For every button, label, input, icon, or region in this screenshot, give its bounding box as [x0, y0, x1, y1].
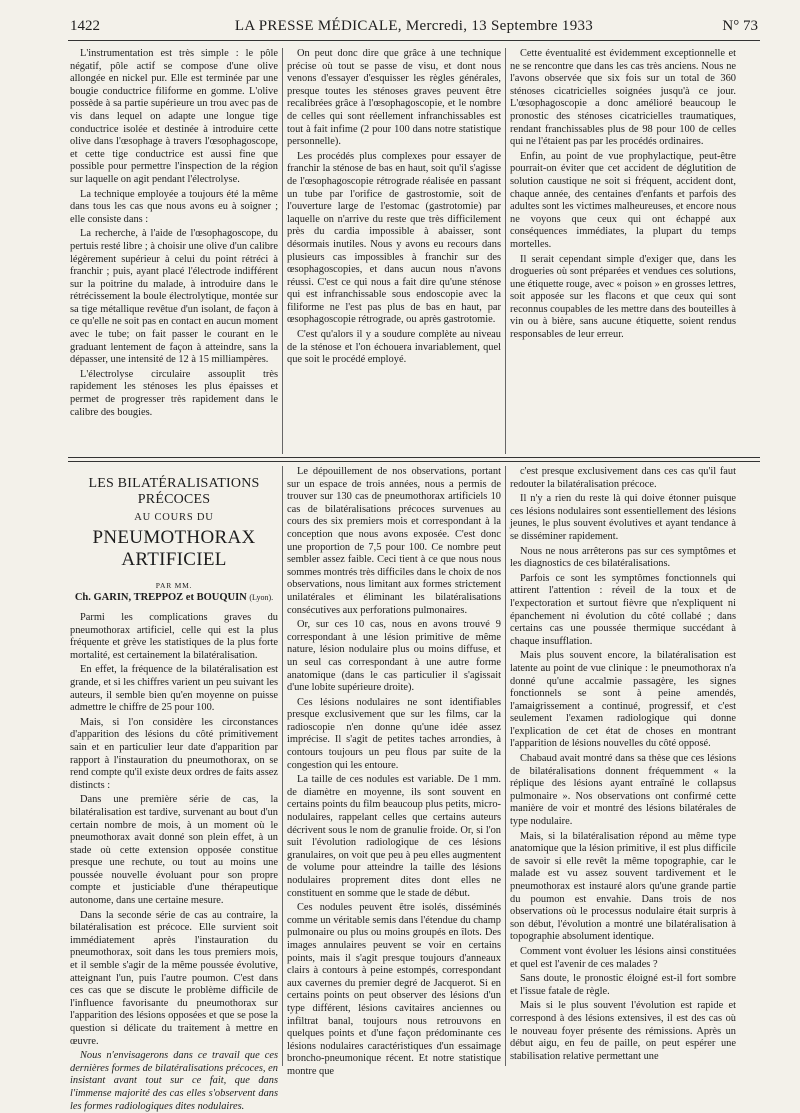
byline-prefix: PAR MM.: [155, 581, 193, 590]
paragraph: Enfin, au point de vue prophylactique, peut-être pourrait-on éviter que cet accident de déglutition de solution caustique ne soit si fréquent, accident dont, chaque année, des centaines d'enfants et parfois des adultes sont les victimes malheureuses, et encore nous ne voyons que ceux qui ont échappé aux conséquences immédiates, la plupart du temps mortelles.: [510, 150, 736, 250]
author-names: Ch. GARIN, TREPPOZ et BOUQUIN: [74, 592, 247, 603]
issue-number: N° 73: [722, 18, 758, 34]
page-header: [70, 14, 758, 38]
author-city: (Lyon).: [249, 593, 274, 602]
article-title: LES BILATÉRALISATIONS PRÉCOCES: [88, 476, 260, 507]
paragraph: Mais plus souvent encore, la bilatéralisation est latente au point de vue clinique : le pneumothorax n'a donné qu'une accalmie passagère, les signes fonctionnels se sont à peine amendés, l'amaigrissement a continué, progressif, et c'est seulement l'examen radiologique qui donne l'explication de cet état de choses en montrant l'apparition de lésions nouvelles du côté opposé.: [510, 650, 736, 750]
paragraph: Ces lésions nodulaires ne sont identifiables presque exclusivement que sur les films, car la radioscopie n'en donne qu'une idée assez imprécise. Il s'agit de petites taches arrondies, à contours toujours un peu flous par suite de la congestion qui les entoure.: [287, 696, 501, 771]
paragraph: Cette éventualité est évidemment exceptionnelle et ne se rencontre que dans les cas très anciens. Nous ne l'avons observée que six fois sur un total de 360 sténoses cicatricielles soignées jusqu'à ce jour. L'œsophagoscopie a donc amélioré beaucoup le pronostic des sténoses cicatricielles traumatiques, rendant franchissables plus de 98 pour 100 de celles qui ne l'étaient pas par les procédés ordinaires.: [510, 48, 736, 148]
paragraph: Ces nodules peuvent être isolés, disséminés comme un véritable semis dans l'étendue du champ pulmonaire ou plus ou moins groupés en îlots. Des images annulaires peuvent se voir en certains points, mais il s'agit presque toujours d'anneaux clairs à contours à peine estompés, correspondant aux cavernes du premier degré de Jacquerot. Si en certains points on peut observer des lésions d'un type différent, lésions cavitaires anciennes ou infiltrat banal, toujours nous retrouvons en quelques points et d'une façon prédominante ces lésions nodulaires caractéristiques d'un essaimage broncho-pneumonique récent. Et notre statistique montre que: [287, 902, 501, 1077]
top-column-3: [510, 48, 736, 456]
paragraph: Il serait cependant simple d'exiger que, dans les drogueries où sont préparées et vendues ces solutions, une étiquette rouge, avec « poison » en grosses lettres, soit apposée sur les flacons et que ceux qui sont reconnus coupables de les mettre dans des bouteilles à vin ou à bière, sans aucune étiquette, soient rendus responsables de leur erreur.: [510, 253, 736, 341]
article-column-3: [510, 466, 736, 1066]
paragraph: La taille de ces nodules est variable. De 1 mm. de diamètre en moyenne, ils sont souvent en certains points du film beaucoup plus petits, micro-nodulaires, rappelant celles que certains auteurs décrivent sous le nom de granulie froide. Or, si l'on suit l'évolution radiologique de ces lésions granulaires, on voit que peu à peu elles augmentent de volume pour atteindre la taille des lésions nodulaires proprement dites dont elles ne constituent en somme que le stade de début.: [287, 774, 501, 899]
paragraph: La recherche, à l'aide de l'œsophagoscope, du pertuis resté libre ; à choisir une olive d'un calibre légèrement supérieur à celui du point rétréci à franchir ; puis, ayant placé l'électrode indifférent sur la poitrine du malade, à introduire dans le rétrécissement la boule électrolytique, montée sur sa tige métallique revêtue d'un isolant, de façon à ce qu'elle ne soit pas en contact en aucun moment avec le tube; on fait passer le courant en le graduant lentement de façon à atteindre, sans la dépasser, une intensité de 12 à 15 milliampères.: [70, 228, 278, 366]
column-divider: [505, 48, 506, 454]
paragraph: La technique employée a toujours été la même dans tous les cas que nous avons eu à soigner ; elle consiste dans :: [70, 188, 278, 225]
paragraph: Parmi les complications graves du pneumothorax artificiel, celle qui est la plus fréquente et grève les statistiques de la plus forte mortalité, est certainement la bilatéralisation.: [70, 612, 278, 661]
article-title-main: PNEUMOTHORAX ARTIFICIEL: [92, 527, 256, 570]
paragraph: Mais si le plus souvent l'évolution est rapide et correspond à des lésions extensives, il est des cas où le nouveau foyer présente des rémissions. Après un début aigu, en feu de paille, on peut espérer une stabilisation relative permettant une: [510, 1000, 736, 1062]
paragraph: Nous n'envisagerons dans ce travail que ces dernières formes de bilatéralisations précoces, en insistant avant tout sur ce fait, que dans l'immense majorité des cas elles s'observent dans les formes radiologiques dites nodulaires.: [70, 1050, 278, 1112]
paragraph: Chabaud avait montré dans sa thèse que ces lésions de bilatéralisations donnent fréquemment « la réplique des lésions ayant entraîné le collapsus pulmonaire ». Nos observations ont confirmé cette manière de voir et montré des lésions bilatérales de type nodulaire.: [510, 753, 736, 828]
article-title-connector: AU COURS DU: [134, 512, 214, 523]
paragraph: Le dépouillement de nos observations, portant sur un espace de trois années, nous a permis de trouver sur 130 cas de pneumothorax artificiels 10 cas de bilatéralisations précoces survenues au cours des six premiers mois et correspondant à la conception que nous avons exposée. C'est donc une proportion de 7,5 pour 100. Ce nombre peut sembler assez faible. Ceci tient à ce que nous nous sommes montrés très difficiles dans le choix de nos observations, nous limitant aux formes strictement unilatérales et éliminant les bilatéralisations consécutives aux perforations pulmonaires.: [287, 466, 501, 616]
section-rule: [68, 461, 760, 462]
page-number: 1422: [70, 18, 100, 34]
paragraph: Mais, si la bilatéralisation répond au même type anatomique que la lésion primitive, il est plus difficile de savoir si elle revêt la même topographie, car le malade est vu assez souvent tardivement et le pneumothorax est instauré alors qu'une grande partie du poumon est envahie. Dans trois de nos observations où le processus nodulaire était surpris à son début, l'évolution a montré une bilatéralisation à topographie absolument identique.: [510, 830, 736, 943]
paragraph: Nous ne nous arrêterons pas sur ces symptômes et les diagnostics de ces bilatéralisations.: [510, 545, 736, 570]
paragraph: Les procédés plus complexes pour essayer de franchir la sténose de bas en haut, soit qu'il s'agisse de l'œsophagoscopie rétrograde réalisée en passant un tube par l'orifice de gastrostomie, soit de l'ouverture large de l'estomac (gastrotomie) par laquelle on n'arrive du reste que très difficilement près du cardia impossible à abaisser, sont désormais inutiles. Nous y avons eu recours dans plusieurs cas impossibles à franchir sur des œsophagoscopies, et dans aucun nous n'avons réussi. C'est ce qui nous a fait dire qu'une sténose qui est infranchissable sous endoscopie avec la filiforme ne l'est pas plus de bas en haut, par œsophagoscopie rétrograde, ou après gastrotomie.: [287, 150, 501, 326]
journal-masthead: LA PRESSE MÉDICALE, Mercredi, 13 Septembre 1933: [234, 18, 594, 34]
paragraph: On peut donc dire que grâce à une technique précise où tout se passe de visu, et dont nous venons d'essayer d'esquisser les règles générales, presque toutes les sténoses graves peuvent être recalibrées grâce à l'œsophagoscopie, et le nombre de celles qui sont réellement infranchissables est tout à fait infime (2 pour 100 dans notre statistique personnelle).: [287, 48, 501, 148]
header-rule: [68, 40, 760, 41]
top-column-1: [70, 48, 278, 456]
paragraph: L'instrumentation est très simple : le pôle négatif, pôle actif se compose d'une olive allongée en nickel pur. Elle est terminée par une bougie conductrice filiforme en gomme. L'olive possède à sa partie supérieure un trou avec pas de vis dans lequel on adapte une longue tige conductrice isolée et destinée à introduire cette olive dans l'œsophage à travers l'œsophagoscope, et cette tige conductrice est aussi fine que possible pour permettre l'inspection de la région sur laquelle on agit pendant l'électrolyse.: [70, 48, 278, 185]
paragraph: Comment vont évoluer les lésions ainsi constituées et quel est l'avenir de ces malades ?: [510, 945, 736, 970]
paragraph: C'est qu'alors il y a soudure complète au niveau de la sténose et l'on échouera invariablement, quel que soit le procédé employé.: [287, 329, 501, 366]
top-column-2: [287, 48, 501, 456]
column-divider: [282, 48, 283, 454]
paragraph: c'est presque exclusivement dans ces cas qu'il faut redouter la bilatéralisation précoce.: [510, 466, 736, 490]
paragraph: Mais, si l'on considère les circonstances d'apparition des lésions du côté primitivement sain et en particulier leur date d'apparition par rapport à l'instauration du pneumothorax, on se rend compte qu'il existe deux ordres de faits assez distincts :: [70, 716, 278, 791]
byline-authors: [70, 592, 278, 603]
paragraph: L'électrolyse circulaire assouplit très rapidement les sténoses les plus épaisses et permet de progresser très rapidement dans le calibre des bougies.: [70, 368, 278, 418]
column-divider: [282, 466, 283, 1066]
paragraph: Sans doute, le pronostic éloigné est-il fort sombre et l'issue fatale de règle.: [510, 973, 736, 997]
article-column-2: [287, 466, 501, 1077]
article-column-1: [70, 612, 278, 1112]
paragraph: Parfois ce sont les symptômes fonctionnels qui attirent l'attention : réveil de la toux et de l'expectoration et surtout fièvre que n'expliquent ni épanchement ni évolution du côté collabé ; dans certains cas une poussée thermique succédant à chaque insufflation.: [510, 572, 736, 647]
article-title-block: [70, 466, 278, 606]
paragraph: Dans une première série de cas, la bilatéralisation est tardive, survenant au bout d'un certain nombre de mois, à un moment où le pneumothorax avait donné son plein effet, à un stade où cette extension opposée constitue presque une rechute, ou tout au moins une poussée nouvelle évoluant pour son propre compte et justiciable d'une thérapeutique autonome, dans une certaine mesure.: [70, 794, 278, 907]
column-divider: [505, 466, 506, 1066]
section-rule: [68, 457, 760, 458]
paragraph: Or, sur ces 10 cas, nous en avons trouvé 9 correspondant à une lésion primitive de même nature, lésion nodulaire plus ou moins diffuse, et un seul cas correspondant à une autre forme anatomique (dans le cas particulier il s'agissait d'une lobite supérieure droite).: [287, 619, 501, 694]
paragraph: Il n'y a rien du reste là qui doive étonner puisque ces lésions nodulaires sont essentiellement des lésions jeunes, le plus souvent évolutives et ayant tendance à se disséminer rapidement.: [510, 493, 736, 542]
paragraph: Dans la seconde série de cas au contraire, la bilatéralisation est précoce. Elle survient soit immédiatement après l'instauration du pneumothorax, soit dans les tous premiers mois, et il semble s'agir de la même poussée évolutive, atteignant l'un, puis l'autre poumon. C'est dans ces cas que se discute le problème difficile de l'influence favorisante du pneumothorax sur l'apparition des lésions opposées et que se pose la question si délicate du traitement à mettre en œuvre.: [70, 909, 278, 1047]
paragraph: En effet, la fréquence de la bilatéralisation est grande, et si les chiffres varient un peu suivant les auteurs, il semble bien qu'en moyenne on puisse admettre le chiffre de 25 pour 100.: [70, 664, 278, 714]
